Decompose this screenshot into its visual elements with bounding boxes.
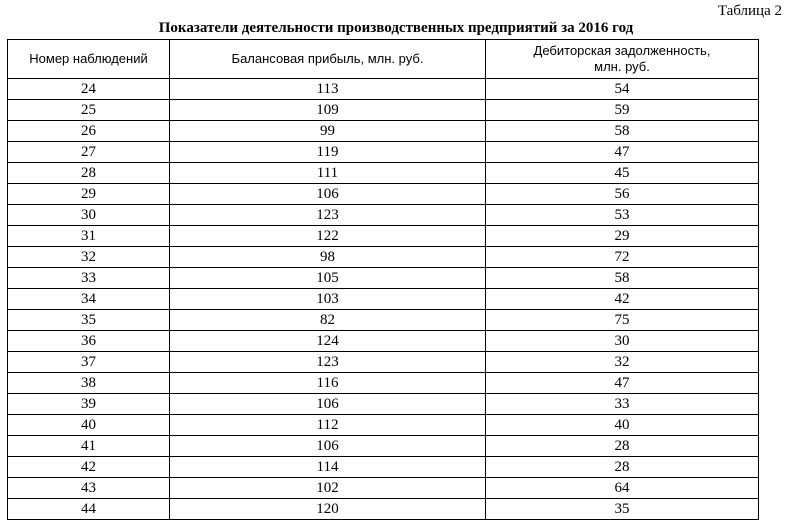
table-row [8, 121, 759, 142]
observation-number-cell: 25 [8, 100, 170, 121]
balance-profit-cell: 109 [170, 100, 486, 121]
receivables-cell: 28 [486, 457, 759, 478]
balance-profit-cell: 99 [170, 121, 486, 142]
table-row [8, 184, 759, 205]
column-header-receivables-text: Дебиторская задолженность, млн. руб. [533, 43, 711, 74]
observation-number-cell: 41 [8, 436, 170, 457]
observation-number-cell: 44 [8, 499, 170, 520]
receivables-cell: 32 [486, 352, 759, 373]
receivables-cell: 28 [486, 436, 759, 457]
balance-profit-cell: 123 [170, 352, 486, 373]
table-row [8, 79, 759, 100]
table-row [8, 478, 759, 499]
table-row [8, 457, 759, 478]
receivables-cell: 45 [486, 163, 759, 184]
observation-number-cell: 26 [8, 121, 170, 142]
observation-number-cell: 30 [8, 205, 170, 226]
balance-profit-cell: 106 [170, 394, 486, 415]
receivables-cell: 64 [486, 478, 759, 499]
observation-number-cell: 43 [8, 478, 170, 499]
table-row [8, 226, 759, 247]
table-body [8, 79, 759, 520]
table-row [8, 415, 759, 436]
balance-profit-cell: 103 [170, 289, 486, 310]
receivables-cell: 58 [486, 268, 759, 289]
receivables-cell: 53 [486, 205, 759, 226]
receivables-cell: 42 [486, 289, 759, 310]
receivables-cell: 30 [486, 331, 759, 352]
table-row [8, 100, 759, 121]
receivables-cell: 47 [486, 373, 759, 394]
balance-profit-cell: 82 [170, 310, 486, 331]
balance-profit-cell: 111 [170, 163, 486, 184]
receivables-cell: 47 [486, 142, 759, 163]
balance-profit-cell: 114 [170, 457, 486, 478]
observation-number-cell: 36 [8, 331, 170, 352]
table-row [8, 499, 759, 520]
table-header [8, 40, 759, 79]
column-header-balance-profit: Балансовая прибыль, млн. руб. [170, 40, 486, 79]
observation-number-cell: 33 [8, 268, 170, 289]
receivables-cell: 33 [486, 394, 759, 415]
balance-profit-cell: 120 [170, 499, 486, 520]
receivables-cell: 35 [486, 499, 759, 520]
table-row [8, 163, 759, 184]
observation-number-cell: 24 [8, 79, 170, 100]
column-header-observation-number: Номер наблюдений [8, 40, 170, 79]
table-row [8, 373, 759, 394]
observation-number-cell: 38 [8, 373, 170, 394]
balance-profit-cell: 119 [170, 142, 486, 163]
balance-profit-cell: 105 [170, 268, 486, 289]
balance-profit-cell: 124 [170, 331, 486, 352]
column-header-receivables [486, 40, 759, 79]
balance-profit-cell: 123 [170, 205, 486, 226]
table-row [8, 142, 759, 163]
table-row [8, 394, 759, 415]
receivables-cell: 56 [486, 184, 759, 205]
balance-profit-cell: 112 [170, 415, 486, 436]
observation-number-cell: 32 [8, 247, 170, 268]
observation-number-cell: 40 [8, 415, 170, 436]
observation-number-cell: 35 [8, 310, 170, 331]
observation-number-cell: 31 [8, 226, 170, 247]
header-row [8, 40, 759, 79]
balance-profit-cell: 106 [170, 436, 486, 457]
table-row [8, 436, 759, 457]
observation-number-cell: 37 [8, 352, 170, 373]
table-row [8, 331, 759, 352]
table-row [8, 310, 759, 331]
balance-profit-cell: 102 [170, 478, 486, 499]
table-row [8, 247, 759, 268]
observation-number-cell: 28 [8, 163, 170, 184]
receivables-cell: 40 [486, 415, 759, 436]
data-table [7, 39, 759, 520]
table-number: Таблица 2 [717, 3, 782, 19]
receivables-cell: 54 [486, 79, 759, 100]
receivables-cell: 75 [486, 310, 759, 331]
balance-profit-cell: 116 [170, 373, 486, 394]
observation-number-cell: 29 [8, 184, 170, 205]
balance-profit-cell: 98 [170, 247, 486, 268]
receivables-cell: 29 [486, 226, 759, 247]
table-row [8, 289, 759, 310]
table-row [8, 268, 759, 289]
observation-number-cell: 42 [8, 457, 170, 478]
observation-number-cell: 27 [8, 142, 170, 163]
table-row [8, 352, 759, 373]
table-title: Показатели деятельности производственных предприятий за 2016 год [158, 20, 634, 36]
balance-profit-cell: 113 [170, 79, 486, 100]
balance-profit-cell: 106 [170, 184, 486, 205]
observation-number-cell: 39 [8, 394, 170, 415]
receivables-cell: 72 [486, 247, 759, 268]
observation-number-cell: 34 [8, 289, 170, 310]
receivables-cell: 59 [486, 100, 759, 121]
receivables-cell: 58 [486, 121, 759, 142]
table-row [8, 205, 759, 226]
balance-profit-cell: 122 [170, 226, 486, 247]
